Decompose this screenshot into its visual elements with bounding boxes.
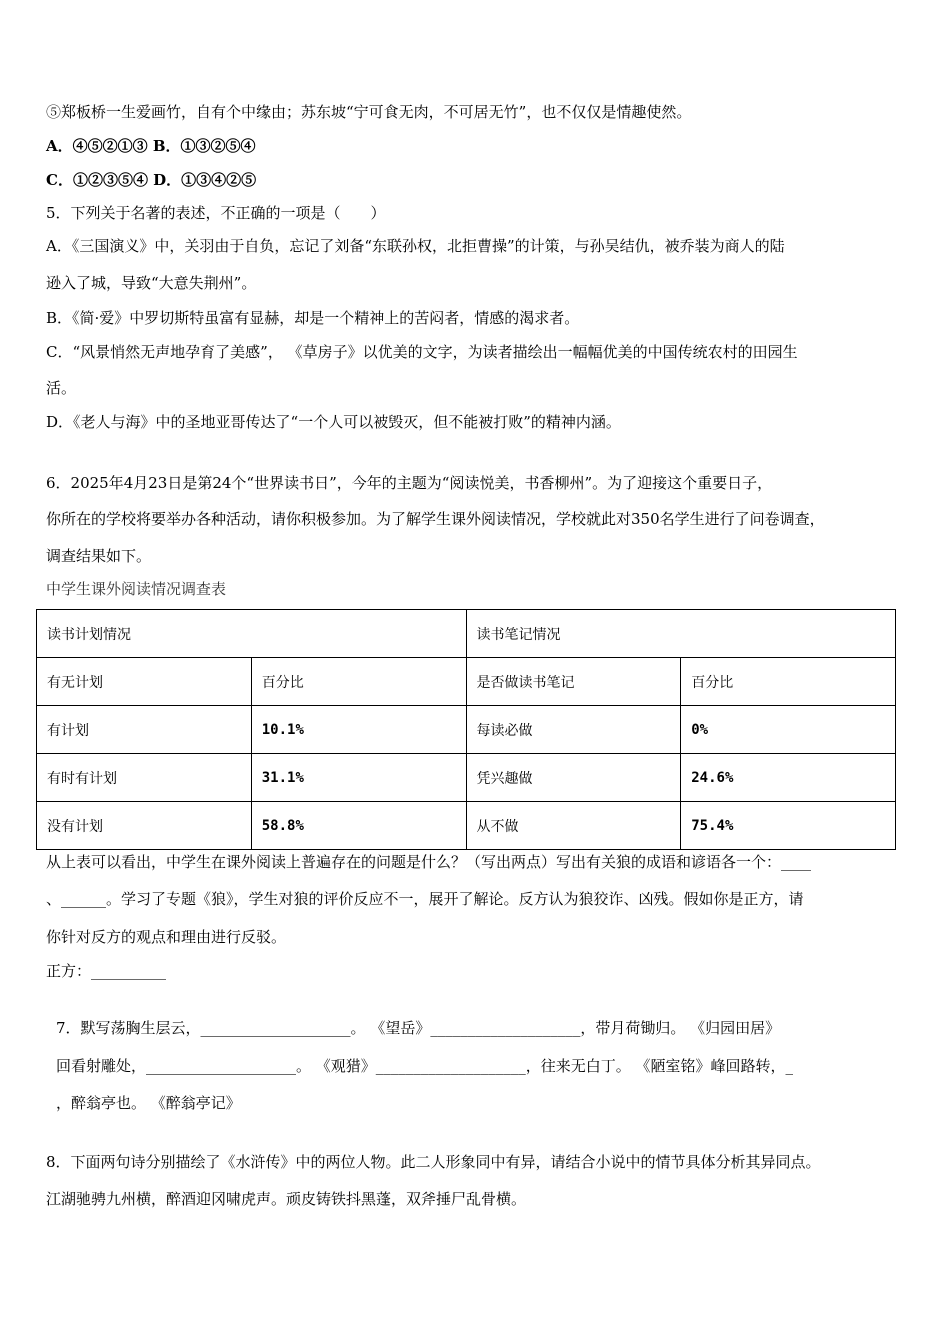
question-5-option-a: A．《三国演义》中，关羽由于自负，忘记了刘备“东联孙权，北拒曹操”的计策，与孙吴结仇，被乔装为商人的陆 (46, 237, 785, 255)
table-row (37, 706, 896, 754)
table-row (37, 754, 896, 802)
question-5-stem: 5．下列关于名著的表述，不正确的一项是（ ） (46, 204, 386, 222)
table-cell: 从不做 (466, 802, 681, 850)
question-5-option-a-cont: 逊入了城，导致“大意失荆州”。 (46, 274, 257, 292)
table-cell: 31.1% (251, 754, 466, 802)
table-row (37, 802, 896, 850)
table-cell: 75.4% (681, 802, 896, 850)
column-header-notes-pct: 百分比 (681, 658, 896, 706)
question-7-line-2: 回看射雕处，____________________。 《观猎》____________________，往来无白丁。 《陋室铭》峰回路转，_ (56, 1057, 794, 1075)
question-7-line-1: 7．默写荡胸生层云，____________________。 《望岳》____________________，带月荷锄归。 《归园田居》 (56, 1019, 781, 1037)
table-header-notes: 读书笔记情况 (466, 610, 896, 658)
table-cell: 有计划 (37, 706, 252, 754)
table-header-plan: 读书计划情况 (37, 610, 467, 658)
answer-choices-cd: C．①②③⑤④ D．①③④②⑤ (46, 171, 257, 189)
table-cell: 没有计划 (37, 802, 252, 850)
question-5-option-c: C．“风景悄然无声地孕育了美感”， 《草房子》以优美的文字，为读者描绘出一幅幅优美的中国传统农村的田园生 (46, 343, 798, 361)
table-cell: 每读必做 (466, 706, 681, 754)
answer-blank-zhengfang: 正方：__________ (46, 962, 167, 980)
question-7-line-3: ，醉翁亭也。 《醉翁亭记》 (56, 1094, 241, 1112)
question-6-stem-2: 你所在的学校将要举办各种活动，请你积极参加。为了解学生课外阅读情况，学校就此对350名学生进行了问卷调查， (46, 510, 825, 528)
question-6-task-2: 、______。学习了专题《狼》，学生对狼的评价反应不一，展开了解论。反方认为狼狡诈、凶残。假如你是正方，请 (46, 890, 804, 908)
question-6-stem: 6．2025年4月23日是第24个“世界读书日”，今年的主题为“阅读悦美，书香柳州”。为了迎接这个重要日子， (46, 474, 773, 492)
column-header-plan-pct: 百分比 (251, 658, 466, 706)
option-text-5: ⑤郑板桥一生爱画竹，自有个中缘由；苏东坡“宁可食无肉，不可居无竹”，也不仅仅是情趣使然。 (46, 103, 692, 121)
question-6-task: 从上表可以看出，中学生在课外阅读上普遍存在的问题是什么？（写出两点）写出有关狼的成语和谚语各一个：____ (46, 853, 812, 871)
column-header-notes: 是否做读书笔记 (466, 658, 681, 706)
question-8-stem: 8．下面两句诗分别描绘了《水浒传》中的两位人物。此二人形象同中有异，请结合小说中的情节具体分析其异同点。 (46, 1153, 821, 1171)
table-cell: 0% (681, 706, 896, 754)
question-8-poem: 江湖驰骋九州横，醉酒迎冈啸虎声。顽皮铸铁抖黑蓬，双斧捶尸乱骨横。 (46, 1190, 527, 1208)
survey-table (36, 609, 896, 850)
table-cell: 58.8% (251, 802, 466, 850)
question-5-option-d: D．《老人与海》中的圣地亚哥传达了“一个人可以被毁灭，但不能被打败”的精神内涵。 (46, 413, 621, 431)
table-cell: 24.6% (681, 754, 896, 802)
question-5-option-b: B．《简·爱》中罗切斯特虽富有显赫，却是一个精神上的苦闷者，情感的渴求者。 (46, 309, 580, 327)
table-cell: 有时有计划 (37, 754, 252, 802)
column-header-plan: 有无计划 (37, 658, 252, 706)
table-cell: 凭兴趣做 (466, 754, 681, 802)
answer-choices-ab: A．④⑤②①③ B．①③②⑤④ (46, 137, 256, 155)
question-5-option-c-cont: 活。 (46, 379, 77, 397)
question-6-task-3: 你针对反方的观点和理由进行反驳。 (46, 928, 287, 946)
table-caption: 中学生课外阅读情况调查表 (46, 580, 227, 598)
table-cell: 10.1% (251, 706, 466, 754)
question-6-stem-3: 调查结果如下。 (46, 547, 152, 565)
